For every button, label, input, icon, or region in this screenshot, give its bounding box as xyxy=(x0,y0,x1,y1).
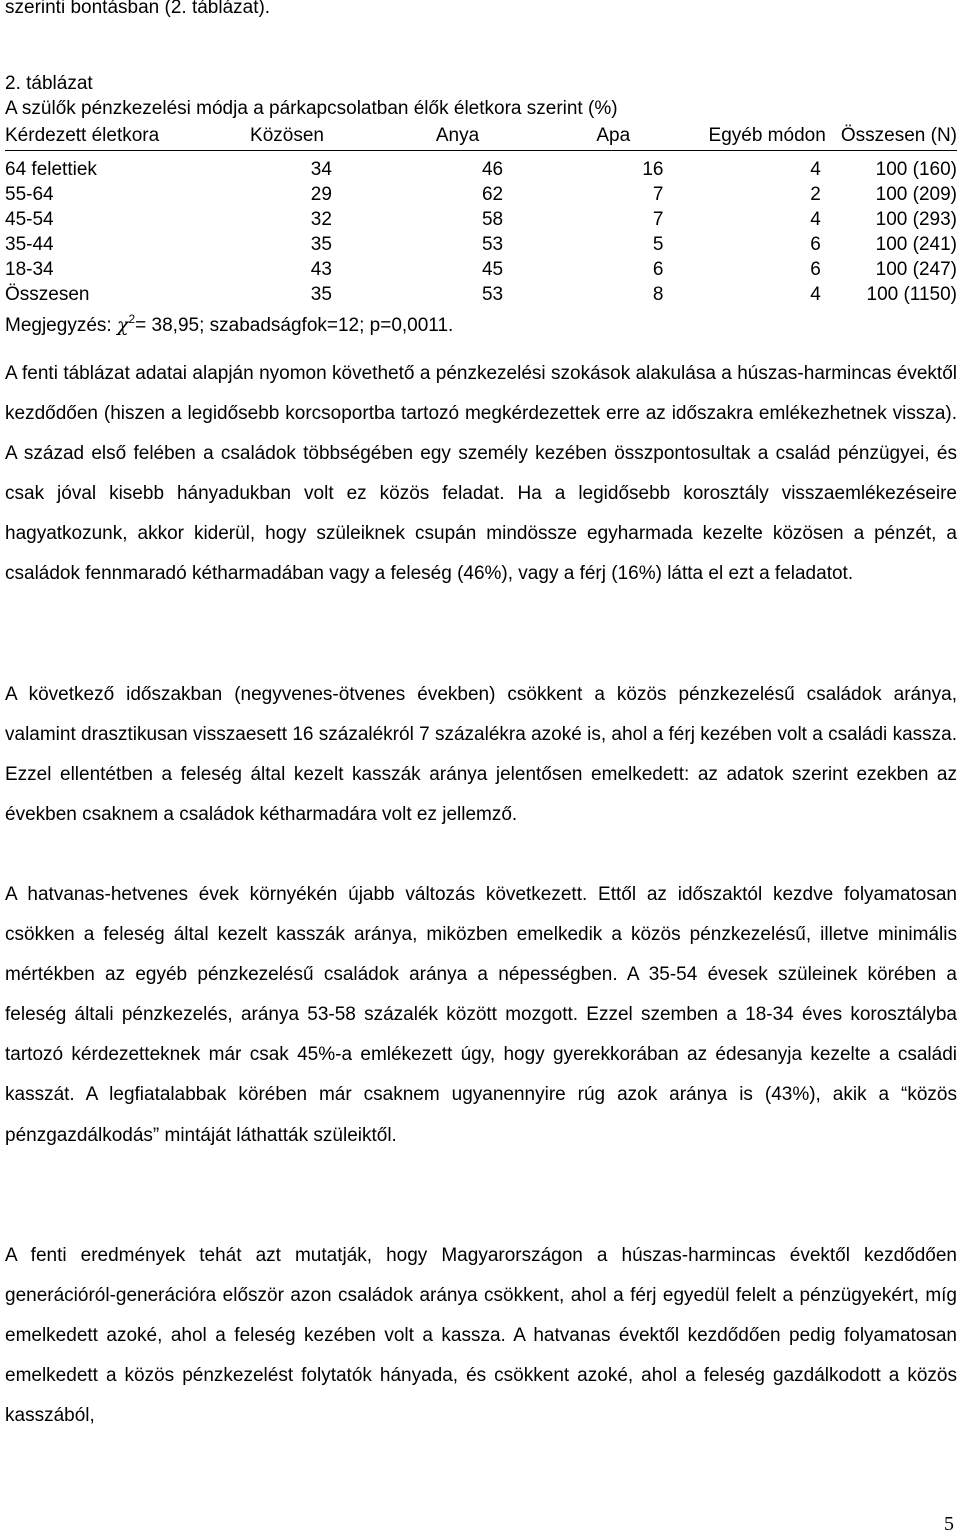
table-cell: 64 felettiek xyxy=(5,158,97,180)
table-cell: 35 xyxy=(310,283,332,305)
table-row xyxy=(5,151,957,183)
body-paragraph: A fenti eredmények tehát azt mutatják, hogy Magyarországon a húszas-harmincas évektől kezdődően generációról-generációra először azon családok aránya csökkent, ahol a férj egyedül felelt a pénzügyekért, míg emelkedett azoké, ahol a feleség kezében volt a kassza. A hatvanas évektől kezdődően pedig folyamatosan emelkedett a közös pénzkezelést folytatók hányada, és csökkent azoké, ahol a feleség gazdálkodott a közös kasszából, xyxy=(5,1245,957,1427)
table-cell: 53 xyxy=(481,233,504,255)
table-cell: 2 xyxy=(810,183,821,205)
column-header: Összesen (N) xyxy=(840,124,957,146)
table-row xyxy=(5,182,957,207)
table-cell: 100 (247) xyxy=(875,258,957,280)
table-cell: 100 (293) xyxy=(875,208,957,230)
table-note xyxy=(5,314,453,337)
table-cell: 53 xyxy=(481,283,504,305)
data-table xyxy=(5,123,957,307)
table-cell: 4 xyxy=(810,158,821,180)
body-paragraph: A következő időszakban (negyvenes-ötvenes években) csökkent a közös pénzkezelésű családok aránya, valamint drasztikusan visszaesett 16 százalékról 7 százalékra azoké is, ahol a férj kezében volt a családi kassza. Ezzel ellentétben a feleség által kezelt kasszák aránya jelentősen emelkedett: az adatok szerint ezekben az években csaknem a családok kétharmadára volt ez jellemző. xyxy=(5,684,957,826)
chi-exponent: 2 xyxy=(128,312,136,326)
table-title: A szülők pénzkezelési módja a párkapcsolatban élők életkora szerint (%) xyxy=(5,98,618,119)
table-number: 2. táblázat xyxy=(5,73,93,94)
table-cell: 18-34 xyxy=(5,258,54,280)
table-cell: 6 xyxy=(810,258,821,280)
table-cell: 4 xyxy=(810,283,821,305)
table-cell: 35 xyxy=(310,233,332,255)
note-prefix: Megjegyzés: xyxy=(5,315,117,336)
table-cell: 32 xyxy=(310,208,332,230)
table-cell: 100 (1150) xyxy=(866,283,957,305)
table-cell: 100 (160) xyxy=(875,158,957,180)
table-header-row xyxy=(5,123,957,151)
table-cell: 6 xyxy=(652,258,664,280)
table-cell: 45 xyxy=(481,258,504,280)
table-cell: 43 xyxy=(310,258,332,280)
table-cell: 35-44 xyxy=(5,233,54,255)
table-cell: 100 (241) xyxy=(875,233,957,255)
table-cell: 16 xyxy=(642,158,664,180)
body-paragraph: A fenti táblázat adatai alapján nyomon követhető a pénzkezelési szokások alakulása a húszas-harmincas évektől kezdődően (hiszen a legidősebb korcsoportba tartozó megkérdezettek erre az időszakra emlékezhetnek vissza). A század első felében a családok többségében egy személy kezében összpontosultak a család pénzügyei, és csak jóval kisebb hányadukban volt ez közös feladat. Ha a legidősebb korosztály visszaemlékezéseire hagyatkozunk, akkor kiderül, hogy szüleiknek csupán mindössze egyharmada kezelte közösen a pénzét, a családok fennmaradó kétharmadában vagy a feleség (46%), vagy a férj (16%) látta el ezt a feladatot. xyxy=(5,363,957,585)
table-cell: 46 xyxy=(481,158,504,180)
column-header: Kérdezett életkora xyxy=(5,124,160,146)
table-row xyxy=(5,207,957,232)
table-cell: 5 xyxy=(652,233,664,255)
column-header: Egyéb módon xyxy=(708,124,826,146)
column-header: Anya xyxy=(435,124,480,146)
body-paragraph: A hatvanas-hetvenes évek környékén újabb változás következett. Ettől az időszaktól kezdve folyamatosan csökken a feleség által kezelt kasszák aránya, miközben emelkedik a közös pénzkezelésű, illetve minimális mértékben az egyéb pénzkezelésű családok aránya a népességben. A 35-54 évesek szüleinek körében a feleség általi pénzkezelés, aránya 53-58 százalék között mozgott. Ezzel szemben a 18-34 éves korosztályba tartozó kérdezetteknek már csak 45%-a emlékezett úgy, hogy gyerekkorában az édesanyja kezelte a családi kasszát. A legfiatalabbak körében már csaknem ugyanennyire rúg azok aránya is (43%), akik a “közös pénzgazdálkodás” mintáját láthatták szüleiktől. xyxy=(5,884,957,1146)
table-cell: 58 xyxy=(481,208,504,230)
chi-symbol: χ xyxy=(116,314,129,336)
page-number: 5 xyxy=(944,1513,954,1535)
note-statistics: = 38,95; szabadságfok=12; p=0,0011. xyxy=(135,315,454,336)
table-cell: Összesen xyxy=(5,283,90,305)
table-cell: 29 xyxy=(310,183,332,205)
table-cell: 45-54 xyxy=(5,208,54,230)
table-row xyxy=(5,282,957,307)
column-header: Apa xyxy=(596,124,631,146)
table-cell: 55-64 xyxy=(5,183,54,205)
table-cell: 34 xyxy=(310,158,332,180)
column-header: Közösen xyxy=(250,124,324,146)
intro-line: szerinti bontásban (2. táblázat). xyxy=(5,0,271,18)
table-cell: 7 xyxy=(652,208,664,230)
table-cell: 8 xyxy=(652,283,664,305)
table-row xyxy=(5,257,957,282)
table-row xyxy=(5,232,957,257)
table-cell: 62 xyxy=(481,183,504,205)
table-cell: 100 (209) xyxy=(875,183,957,205)
table-cell: 7 xyxy=(652,183,664,205)
table-cell: 6 xyxy=(810,233,821,255)
table-cell: 4 xyxy=(810,208,821,230)
